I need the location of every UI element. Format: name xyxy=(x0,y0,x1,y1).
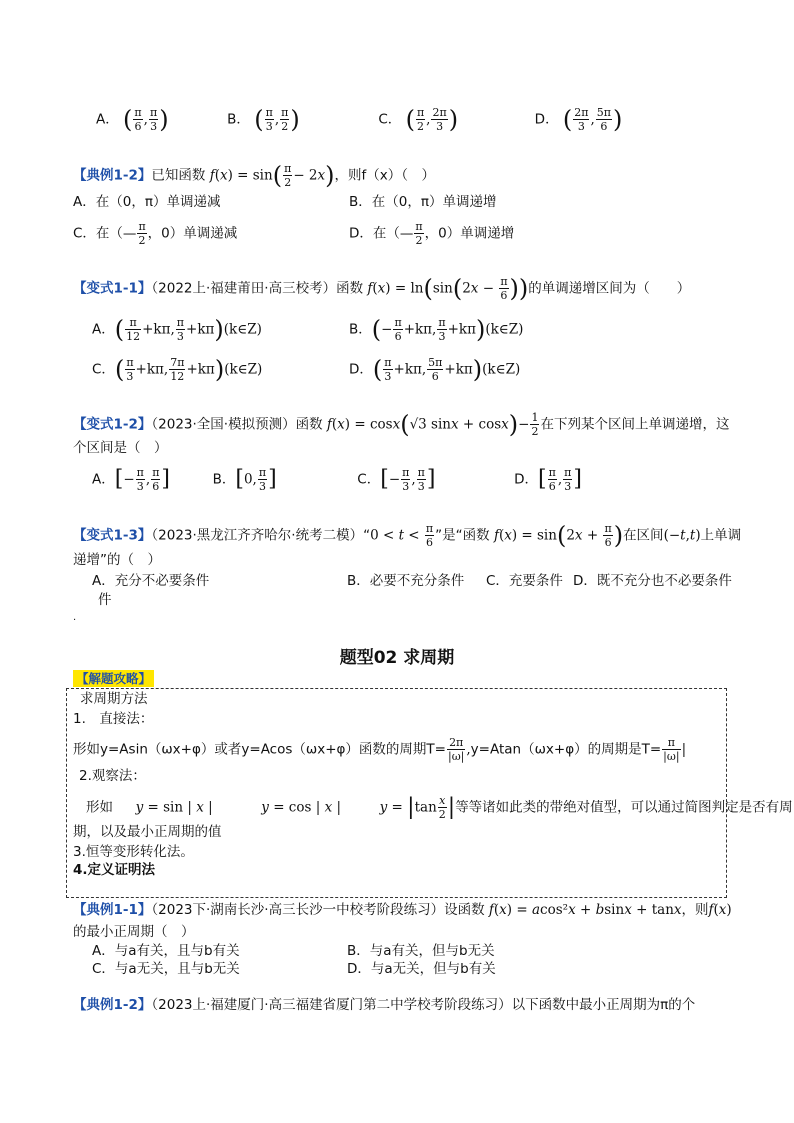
variant-1-2-stem: 【变式1-2】（2023·全国·模拟预测）函数 f(x) = cosx(√3 sinx + cosx)− $\frac{1}{2}$ 在下列某个区间上单调递增，这 xyxy=(73,410,730,439)
example-1-2-option-c: C．在（— $\frac{\pi}{2}$ ，0）单调递减 xyxy=(73,220,238,247)
variant-1-3-option-a: A．充分不必要条件 xyxy=(92,573,210,589)
variant-1-1-option-b: B．(− $\frac{\pi}{6}$ +kπ, $\frac{\pi}{3}$ +kπ)(k∈Z) xyxy=(349,315,524,344)
method-observe: 2.观察法： xyxy=(79,768,146,784)
method-observe-desc: 形如 y = sin | x | y = cos | x | y = |tan $\frac{x}{2}$ |等等诸如此类的带绝对值型，可以通过简图判定是否有周 xyxy=(86,794,793,821)
variant-1-3-option-c: C．充要条件 xyxy=(486,573,563,589)
solution-tip-label: 【解题攻略】 xyxy=(73,670,154,687)
variant-1-1-stem: 【变式1-1】（2022上·福建莆田·高三校考）函数 f(x) = ln(sin(2x − $\frac{\pi}{6}$ ))的单调递增区间为（ ） xyxy=(73,274,691,303)
method-transform: 3.恒等变形转化法。 xyxy=(73,844,194,860)
example-1-1-option-a: A．与a有关，且与b有关 xyxy=(92,943,240,959)
example-1-1-option-d: D．与a无关，但与b有关 xyxy=(347,961,496,977)
method-box xyxy=(66,688,727,898)
example-1-2-stem: 【典例1-2】已知函数 f(x) = sin( $\frac{\pi}{2}$ − 2x)，则f（x）（ ） xyxy=(73,161,436,190)
method-direct: 1. 直接法： xyxy=(73,711,154,727)
variant-1-3-option-d: D．既不充分也不必要条件 xyxy=(573,573,732,589)
prev-question-options: A． ( $\frac{\pi}{6}$ , $\frac{\pi}{3}$ ) B． ( $\frac{\pi}{3}$ , $\frac{\pi}{2}$ ) C． ( $\frac{\pi}{2}$ , $\frac{2\pi}{3}$ ) D． ( $\frac{2\pi}{3}$ , $\frac{5\pi}{6}$ ) xyxy=(96,105,623,134)
variant-1-2-options: A．[− $\frac{\pi}{3}$ , $\frac{\pi}{6}$ ] B．[0, $\frac{\pi}{3}$ ] C．[− $\frac{\pi}{3}$ , $\frac{\pi}{3}$ ] D．[ $\frac{\pi}{6}$ , $\frac{\pi}{3}$ ] xyxy=(92,466,582,493)
example-1-1-stem: 【典例1-1】（2023下·湖南长沙·高三长沙一中校考阶段练习）设函数 f(x) = acos²x + bsinx + tanx，则f(x) xyxy=(73,902,732,918)
example-1-2-option-a: A．在（0，π）单调递减 xyxy=(73,194,221,210)
example-1-2-option-b: B．在（0，π）单调递增 xyxy=(349,194,497,210)
method-title: 求周期方法 xyxy=(80,691,148,707)
stray-dot: . xyxy=(73,612,77,623)
variant-1-3-line2: 递增”的（ ） xyxy=(73,552,161,568)
method-observe-cont: 期，以及最小正周期的值 xyxy=(73,824,222,840)
variant-1-1-option-c: C．( $\frac{\pi}{3}$ +kπ, $\frac{7\pi}{12}$ +kπ)(k∈Z) xyxy=(92,355,263,384)
example-1-2-option-d: D．在（— $\frac{\pi}{2}$ ，0）单调递增 xyxy=(349,220,515,247)
variant-1-1-option-a: A．( $\frac{\pi}{12}$ +kπ, $\frac{\pi}{3}$ +kπ)(k∈Z) xyxy=(92,315,262,344)
section-title: 题型02 求周期 xyxy=(339,648,455,668)
example-1-1-option-b: B．与a有关，但与b无关 xyxy=(347,943,495,959)
example-1-1-line2: 的最小正周期（ ） xyxy=(73,924,195,940)
example-1-2b-stem: 【典例1-2】（2023上·福建厦门·高三福建省厦门第二中学校考阶段练习）以下函数中最小正周期为π的个 xyxy=(73,997,696,1013)
variant-1-3-option-b: B．必要不充分条件 xyxy=(347,573,465,589)
variant-1-2-line2: 个区间是（ ） xyxy=(73,440,168,456)
variant-1-1-option-d: D．( $\frac{\pi}{3}$ +kπ, $\frac{5\pi}{6}$ +kπ)(k∈Z) xyxy=(349,355,521,384)
method-definition: 4.定义证明法 xyxy=(73,862,156,878)
method-direct-formula: 形如y=Asin（ωx+φ）或者y=Acos（ωx+φ）函数的周期T= $\frac{2\pi}{|\omega|}$ ,y=Atan（ωx+φ）的周期是T= $\frac{\pi}{|\omega|}$ | xyxy=(73,736,687,763)
variant-1-3-option-a-wrap: 件 xyxy=(98,592,112,608)
variant-1-3-stem: 【变式1-3】（2023·黑龙江齐齐哈尔·统考二模）“0 < t < $\frac{\pi}{6}$ ”是“函数 f(x) = sin(2x + $\frac{\pi}{6}$ )在区间(−t,t)上单调 xyxy=(73,521,742,550)
example-1-1-option-c: C．与a无关，且与b无关 xyxy=(92,961,240,977)
